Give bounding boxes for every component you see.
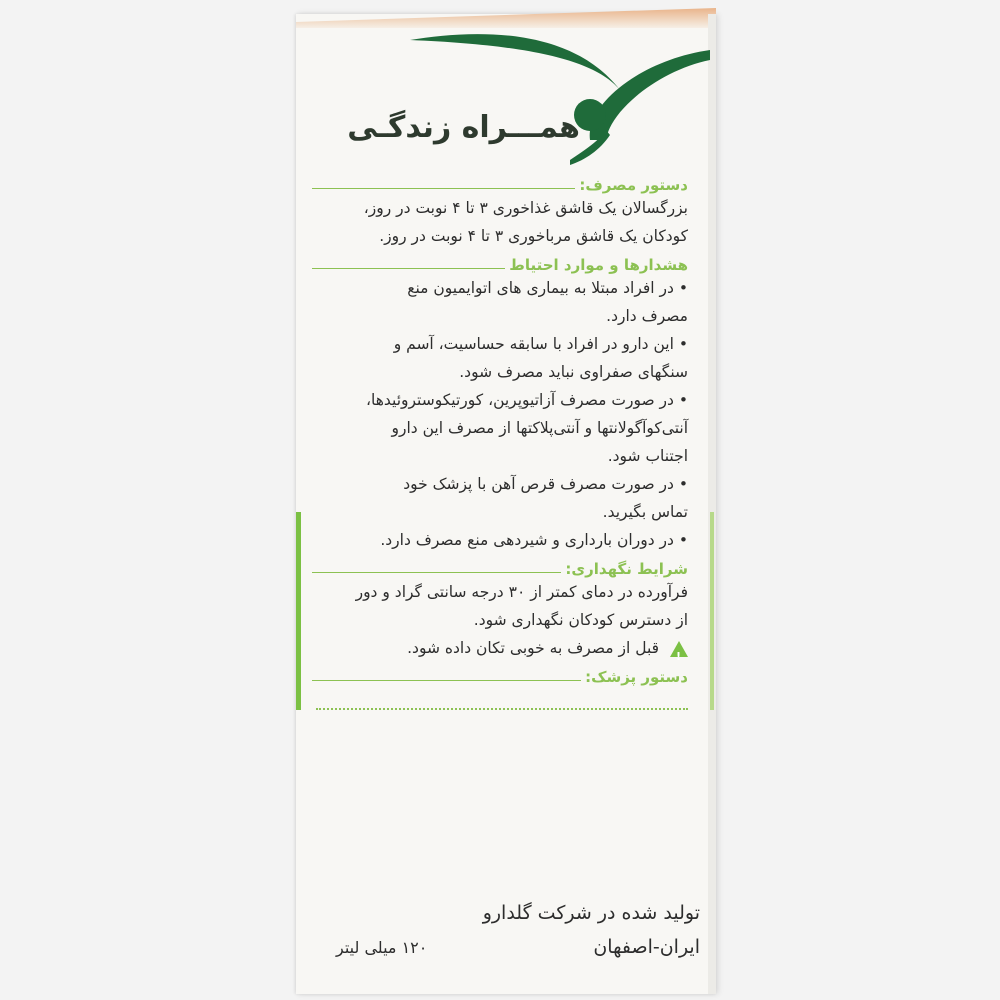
brand-tagline: همـــراه زندگـی xyxy=(347,110,580,145)
warning-line: • در افراد مبتلا به بیماری های اتوایمیون منع xyxy=(407,279,688,297)
storage-title: شرایط نگهداری: xyxy=(565,560,688,578)
doctor-notes-line xyxy=(316,708,688,710)
warning-line: تماس بگیرید. xyxy=(602,503,688,521)
label-content xyxy=(312,170,688,710)
warning-line: • در دوران بارداری و شیردهی منع مصرف دارد. xyxy=(380,531,688,549)
usage-title: دستور مصرف: xyxy=(579,176,688,194)
usage-line: بزرگسالان یک قاشق غذاخوری ۳ تا ۴ نوبت در روز، xyxy=(363,199,688,217)
warnings-title: هشدارها و موارد احتیاط xyxy=(509,256,688,274)
heading-rule xyxy=(312,680,581,681)
warning-line: • در صورت مصرف آزاتیوپرین، کورتیکوستروئیدها، xyxy=(365,391,688,409)
usage-heading xyxy=(312,170,688,194)
storage-line: از دسترس کودکان نگهداری شود. xyxy=(473,611,688,629)
leaf-logo-icon xyxy=(410,30,710,180)
heading-rule xyxy=(312,572,561,573)
warning-line: سنگهای صفراوی نباید مصرف شود. xyxy=(459,363,688,381)
shake-note: قبل از مصرف به خوبی تکان داده شود. xyxy=(407,639,660,657)
heading-rule xyxy=(312,268,505,269)
warning-line: • در صورت مصرف قرص آهن با پزشک خود xyxy=(403,475,688,493)
usage-line: کودکان یک قاشق مرباخوری ۳ تا ۴ نوبت در روز. xyxy=(379,227,688,245)
volume: ۱۲۰ میلی لیتر xyxy=(336,938,428,957)
storage-heading xyxy=(312,554,688,578)
storage-line: فرآورده در دمای کمتر از ۳۰ درجه سانتی گراد و دور xyxy=(355,583,688,601)
doctor-title: دستور پزشک: xyxy=(585,668,688,686)
warning-triangle-icon xyxy=(670,641,688,657)
green-stripe-right xyxy=(710,512,714,710)
warning-line: اجتناب شود. xyxy=(607,447,688,465)
location: ایران-اصفهان xyxy=(593,936,700,958)
doctor-heading xyxy=(312,662,688,686)
heading-rule xyxy=(312,188,575,189)
green-stripe-left xyxy=(296,512,301,710)
warning-line: آنتی‌کوآگولانتها و آنتی‌پلاکتها از مصرف این دارو xyxy=(391,419,688,437)
manufacturer: تولید شده در شرکت گلدارو xyxy=(482,902,700,924)
shake-note-row xyxy=(312,634,688,662)
warnings-heading xyxy=(312,250,688,274)
warning-line: • این دارو در افراد با سابقه حساسیت، آسم و xyxy=(393,335,688,353)
warning-line: مصرف دارد. xyxy=(606,307,688,325)
